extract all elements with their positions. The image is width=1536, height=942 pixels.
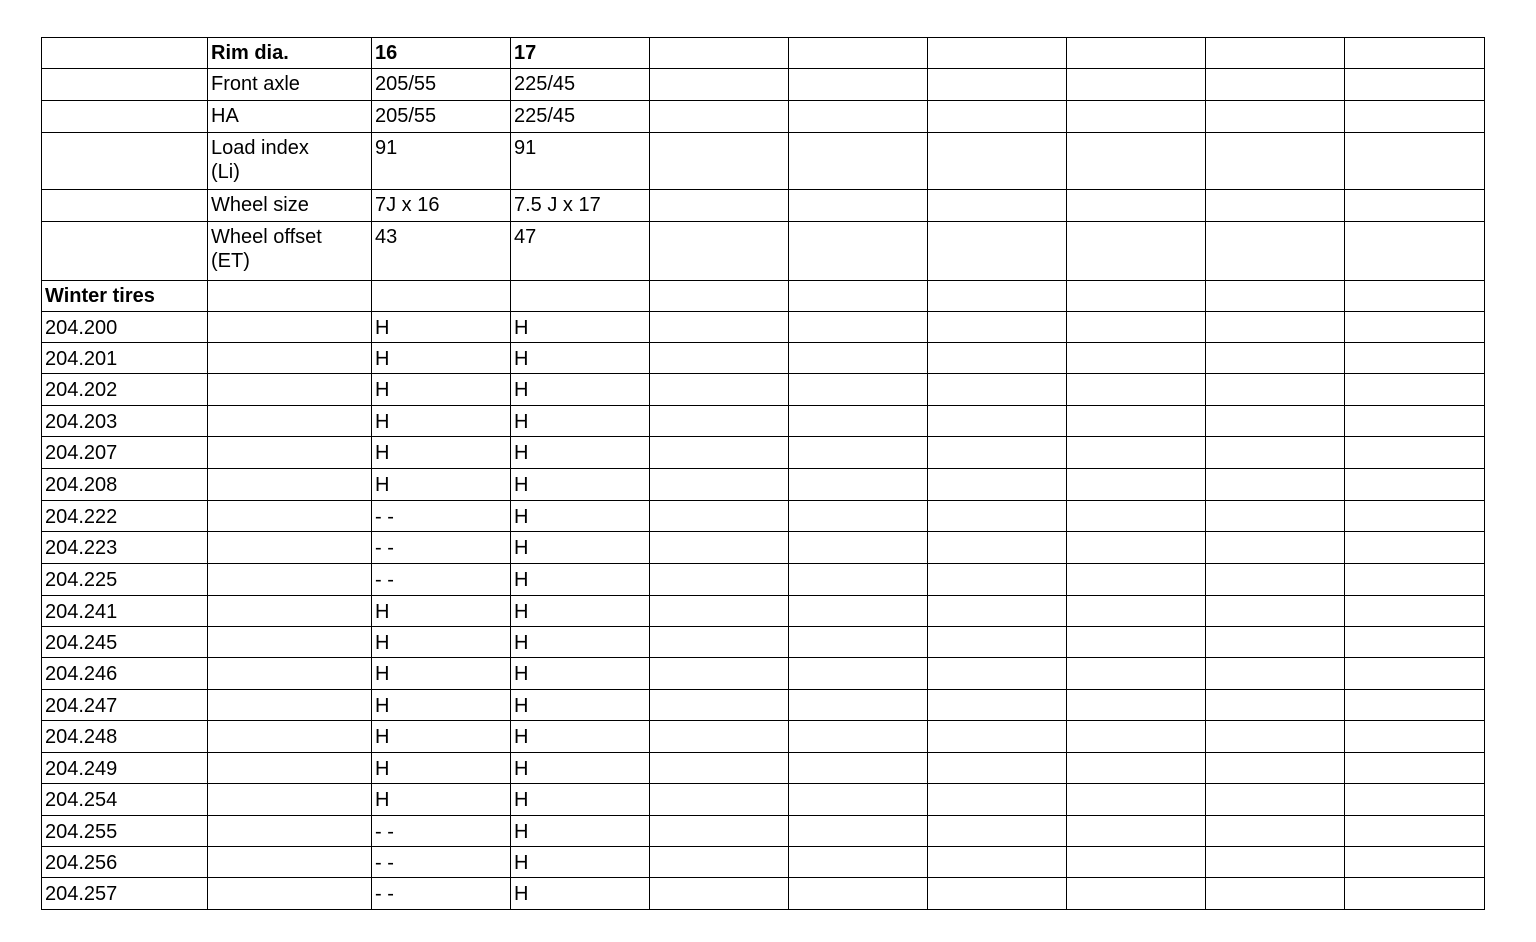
empty-cell (1206, 190, 1345, 222)
model-number: 204.203 (42, 406, 208, 437)
empty-cell (1206, 38, 1345, 69)
empty-cell (208, 596, 372, 627)
rim-16-value: H (372, 469, 511, 501)
rim-17-value: H (511, 469, 650, 501)
empty-cell (1206, 564, 1345, 596)
empty-cell (789, 343, 928, 374)
empty-cell (789, 312, 928, 343)
empty-cell (928, 784, 1067, 816)
empty-cell (1206, 133, 1345, 190)
rim-16-value: H (372, 312, 511, 343)
model-number: 204.247 (42, 690, 208, 721)
empty-cell (650, 281, 789, 312)
spec-label-cell: Front axle (208, 69, 372, 101)
empty-cell (1345, 501, 1485, 532)
empty-cell (1067, 878, 1206, 910)
rim-17-cell: 7.5 J x 17 (511, 190, 650, 222)
empty-cell (928, 437, 1067, 469)
empty-cell (1345, 133, 1485, 190)
rim-17-value: H (511, 532, 650, 564)
rim-17-value: H (511, 406, 650, 437)
table-row (42, 406, 1485, 437)
empty-cell (650, 190, 789, 222)
rim-17-value: H (511, 343, 650, 374)
empty-cell (789, 406, 928, 437)
empty-cell (789, 374, 928, 406)
empty-cell (1206, 690, 1345, 721)
rim-17-value: H (511, 816, 650, 847)
empty-cell (789, 133, 928, 190)
empty-cell (789, 190, 928, 222)
empty-cell (1345, 532, 1485, 564)
empty-cell (1345, 658, 1485, 690)
model-number: 204.248 (42, 721, 208, 753)
model-number: 204.207 (42, 437, 208, 469)
rim-17-value: H (511, 690, 650, 721)
rim-16-value: H (372, 596, 511, 627)
empty-cell (789, 564, 928, 596)
rim-17-value: H (511, 753, 650, 784)
empty-cell (1345, 847, 1485, 878)
empty-cell (1345, 564, 1485, 596)
empty-cell (789, 753, 928, 784)
rim-17-value: H (511, 596, 650, 627)
rim-16-value: - - (372, 532, 511, 564)
spec-label-cell: Rim dia. (208, 38, 372, 69)
empty-cell (1206, 501, 1345, 532)
model-number: 204.245 (42, 627, 208, 658)
empty-cell (928, 69, 1067, 101)
rim-17-value: H (511, 658, 650, 690)
rim-17-value: H (511, 312, 650, 343)
rim-16-value: H (372, 627, 511, 658)
table-row (42, 469, 1485, 501)
empty-cell (650, 721, 789, 753)
empty-cell (928, 406, 1067, 437)
empty-cell (208, 816, 372, 847)
empty-cell (1206, 437, 1345, 469)
empty-cell (1067, 190, 1206, 222)
rim-17-cell: 17 (511, 38, 650, 69)
empty-cell (208, 469, 372, 501)
table-row (42, 753, 1485, 784)
empty-cell (1067, 501, 1206, 532)
model-number: 204.223 (42, 532, 208, 564)
rim-16-cell: 43 (372, 222, 511, 281)
table-row (42, 564, 1485, 596)
empty-cell (650, 564, 789, 596)
empty-cell (1067, 343, 1206, 374)
empty-cell (928, 878, 1067, 910)
empty-cell (650, 406, 789, 437)
empty-cell (1345, 437, 1485, 469)
empty-cell (928, 721, 1067, 753)
empty-cell (650, 374, 789, 406)
empty-cell (1345, 816, 1485, 847)
empty-cell (1206, 596, 1345, 627)
model-number: 204.225 (42, 564, 208, 596)
empty-cell (1345, 406, 1485, 437)
empty-cell (1206, 784, 1345, 816)
tire-table (41, 37, 1485, 910)
empty-cell (1067, 847, 1206, 878)
empty-cell (208, 564, 372, 596)
rim-16-value: H (372, 753, 511, 784)
empty-cell (650, 69, 789, 101)
empty-cell (1345, 343, 1485, 374)
table-row (42, 312, 1485, 343)
rim-17-cell: 91 (511, 133, 650, 190)
model-number: 204.246 (42, 658, 208, 690)
empty-cell (650, 222, 789, 281)
empty-cell (1206, 816, 1345, 847)
empty-cell (1206, 406, 1345, 437)
rim-16-value: H (372, 437, 511, 469)
empty-cell (208, 343, 372, 374)
empty-cell (1345, 222, 1485, 281)
empty-cell (208, 753, 372, 784)
empty-cell (928, 564, 1067, 596)
model-number: 204.208 (42, 469, 208, 501)
empty-cell (1206, 658, 1345, 690)
empty-cell (789, 38, 928, 69)
model-number: 204.241 (42, 596, 208, 627)
rim-16-value: H (372, 658, 511, 690)
model-number: 204.201 (42, 343, 208, 374)
empty-cell (928, 627, 1067, 658)
model-number: 204.222 (42, 501, 208, 532)
empty-cell (208, 784, 372, 816)
table-row (42, 532, 1485, 564)
rim-16-value: - - (372, 847, 511, 878)
empty-cell (1067, 406, 1206, 437)
empty-cell (1067, 627, 1206, 658)
rim-17-value: H (511, 847, 650, 878)
rim-17-cell: 225/45 (511, 101, 650, 133)
empty-cell (1345, 374, 1485, 406)
spec-label-cell: Wheel offset (ET) (208, 222, 372, 281)
empty-cell (650, 878, 789, 910)
empty-cell (928, 133, 1067, 190)
empty-cell (1067, 690, 1206, 721)
empty-cell (1067, 469, 1206, 501)
rim-16-value: - - (372, 564, 511, 596)
empty-cell (650, 596, 789, 627)
rim-16-value: H (372, 343, 511, 374)
empty-cell (1067, 721, 1206, 753)
empty-cell (511, 281, 650, 312)
rim-17-value: H (511, 437, 650, 469)
empty-cell (789, 281, 928, 312)
empty-cell (789, 101, 928, 133)
empty-cell (208, 690, 372, 721)
empty-cell (1345, 721, 1485, 753)
empty-cell (208, 406, 372, 437)
empty-cell (208, 312, 372, 343)
rim-16-cell: 205/55 (372, 101, 511, 133)
empty-cell (650, 753, 789, 784)
empty-cell (208, 532, 372, 564)
empty-cell (650, 312, 789, 343)
empty-cell (650, 690, 789, 721)
model-cell (42, 38, 208, 69)
rim-17-value: H (511, 878, 650, 910)
table-row (42, 343, 1485, 374)
header-row (42, 38, 1485, 69)
empty-cell (650, 469, 789, 501)
table-row (42, 721, 1485, 753)
table-row (42, 627, 1485, 658)
empty-cell (1345, 69, 1485, 101)
section-row (42, 281, 1485, 312)
table-row (42, 847, 1485, 878)
rim-16-value: - - (372, 816, 511, 847)
rim-17-value: H (511, 784, 650, 816)
empty-cell (928, 816, 1067, 847)
empty-cell (1206, 469, 1345, 501)
empty-cell (1345, 753, 1485, 784)
empty-cell (372, 281, 511, 312)
empty-cell (1345, 312, 1485, 343)
empty-cell (928, 374, 1067, 406)
rim-16-value: H (372, 784, 511, 816)
rim-17-value: H (511, 564, 650, 596)
table-row (42, 784, 1485, 816)
model-number: 204.200 (42, 312, 208, 343)
rim-16-value: H (372, 374, 511, 406)
rim-17-cell: 47 (511, 222, 650, 281)
empty-cell (1206, 847, 1345, 878)
spec-label-cell: Load index (Li) (208, 133, 372, 190)
empty-cell (1345, 281, 1485, 312)
empty-cell (650, 133, 789, 190)
header-row (42, 69, 1485, 101)
rim-17-value: H (511, 627, 650, 658)
empty-cell (1206, 343, 1345, 374)
empty-cell (789, 627, 928, 658)
empty-cell (208, 437, 372, 469)
rim-16-value: - - (372, 878, 511, 910)
empty-cell (928, 343, 1067, 374)
empty-cell (789, 437, 928, 469)
empty-cell (1345, 627, 1485, 658)
empty-cell (1206, 753, 1345, 784)
empty-cell (789, 469, 928, 501)
empty-cell (1067, 38, 1206, 69)
empty-cell (928, 469, 1067, 501)
empty-cell (1345, 101, 1485, 133)
rim-16-cell: 7J x 16 (372, 190, 511, 222)
empty-cell (1345, 784, 1485, 816)
rim-16-cell: 91 (372, 133, 511, 190)
rim-16-cell: 16 (372, 38, 511, 69)
empty-cell (928, 658, 1067, 690)
empty-cell (1345, 596, 1485, 627)
empty-cell (1206, 532, 1345, 564)
empty-cell (650, 101, 789, 133)
empty-cell (789, 690, 928, 721)
empty-cell (1206, 222, 1345, 281)
empty-cell (1067, 69, 1206, 101)
table-row (42, 658, 1485, 690)
empty-cell (1067, 101, 1206, 133)
empty-cell (1345, 469, 1485, 501)
empty-cell (789, 721, 928, 753)
empty-cell (789, 847, 928, 878)
empty-cell (1067, 312, 1206, 343)
empty-cell (650, 658, 789, 690)
table-row (42, 878, 1485, 910)
empty-cell (650, 501, 789, 532)
empty-cell (650, 532, 789, 564)
rim-16-cell: 205/55 (372, 69, 511, 101)
empty-cell (928, 222, 1067, 281)
rim-16-value: H (372, 406, 511, 437)
model-cell (42, 101, 208, 133)
empty-cell (928, 532, 1067, 564)
empty-cell (1206, 69, 1345, 101)
empty-cell (1067, 658, 1206, 690)
empty-cell (928, 753, 1067, 784)
empty-cell (1067, 753, 1206, 784)
empty-cell (1067, 222, 1206, 281)
model-cell (42, 69, 208, 101)
model-number: 204.256 (42, 847, 208, 878)
empty-cell (789, 784, 928, 816)
empty-cell (1067, 374, 1206, 406)
empty-cell (650, 343, 789, 374)
model-number: 204.249 (42, 753, 208, 784)
empty-cell (208, 878, 372, 910)
header-row (42, 190, 1485, 222)
rim-16-value: H (372, 721, 511, 753)
rim-17-cell: 225/45 (511, 69, 650, 101)
empty-cell (928, 312, 1067, 343)
empty-cell (208, 627, 372, 658)
model-number: 204.254 (42, 784, 208, 816)
model-cell (42, 190, 208, 222)
section-title: Winter tires (42, 281, 208, 312)
empty-cell (208, 374, 372, 406)
header-row (42, 101, 1485, 133)
rim-17-value: H (511, 501, 650, 532)
empty-cell (650, 437, 789, 469)
empty-cell (928, 190, 1067, 222)
empty-cell (1206, 878, 1345, 910)
empty-cell (1067, 133, 1206, 190)
empty-cell (1067, 816, 1206, 847)
empty-cell (789, 816, 928, 847)
empty-cell (928, 38, 1067, 69)
empty-cell (928, 690, 1067, 721)
empty-cell (208, 721, 372, 753)
rim-16-value: - - (372, 501, 511, 532)
empty-cell (928, 847, 1067, 878)
table-row (42, 374, 1485, 406)
empty-cell (1067, 596, 1206, 627)
empty-cell (1067, 281, 1206, 312)
table-row (42, 437, 1485, 469)
rim-17-value: H (511, 721, 650, 753)
header-row (42, 133, 1485, 190)
empty-cell (789, 532, 928, 564)
empty-cell (208, 847, 372, 878)
empty-cell (789, 658, 928, 690)
empty-cell (208, 658, 372, 690)
empty-cell (1206, 312, 1345, 343)
header-row (42, 222, 1485, 281)
empty-cell (928, 101, 1067, 133)
empty-cell (1206, 627, 1345, 658)
empty-cell (1067, 437, 1206, 469)
spec-label-cell: Wheel size (208, 190, 372, 222)
empty-cell (1067, 564, 1206, 596)
empty-cell (789, 501, 928, 532)
empty-cell (1345, 878, 1485, 910)
empty-cell (1067, 784, 1206, 816)
rim-17-value: H (511, 374, 650, 406)
table-row (42, 816, 1485, 847)
model-cell (42, 133, 208, 190)
empty-cell (650, 38, 789, 69)
empty-cell (650, 784, 789, 816)
spec-label-cell: HA (208, 101, 372, 133)
empty-cell (1206, 101, 1345, 133)
table-row (42, 501, 1485, 532)
empty-cell (789, 69, 928, 101)
table-row (42, 596, 1485, 627)
empty-cell (1206, 281, 1345, 312)
empty-cell (928, 281, 1067, 312)
empty-cell (789, 596, 928, 627)
empty-cell (1345, 690, 1485, 721)
model-number: 204.255 (42, 816, 208, 847)
empty-cell (789, 222, 928, 281)
model-number: 204.257 (42, 878, 208, 910)
empty-cell (208, 281, 372, 312)
empty-cell (789, 878, 928, 910)
table-row (42, 690, 1485, 721)
empty-cell (650, 816, 789, 847)
empty-cell (1345, 38, 1485, 69)
empty-cell (1206, 374, 1345, 406)
empty-cell (928, 501, 1067, 532)
empty-cell (208, 501, 372, 532)
empty-cell (1067, 532, 1206, 564)
rim-16-value: H (372, 690, 511, 721)
empty-cell (1206, 721, 1345, 753)
empty-cell (928, 596, 1067, 627)
empty-cell (1345, 190, 1485, 222)
empty-cell (650, 847, 789, 878)
model-number: 204.202 (42, 374, 208, 406)
empty-cell (650, 627, 789, 658)
model-cell (42, 222, 208, 281)
